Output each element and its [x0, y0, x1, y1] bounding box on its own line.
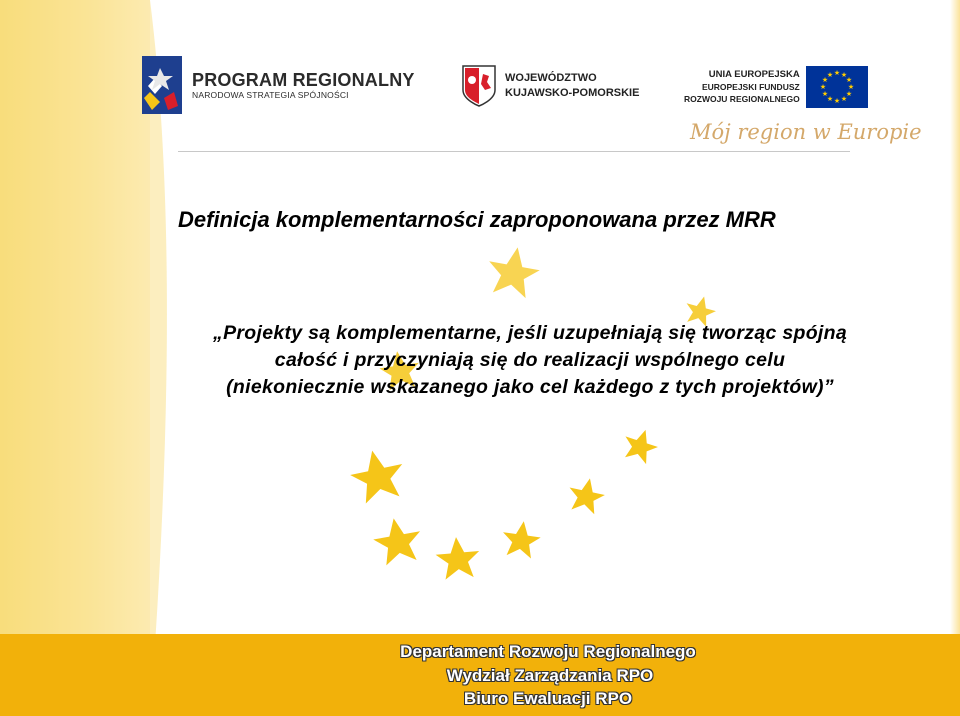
footer-department: Departament Rozwoju Regionalnego [400, 642, 696, 661]
svg-text:★: ★ [821, 90, 828, 98]
voivodeship-line1: WOJEWÓDZTWO [505, 72, 597, 84]
svg-text:★: ★ [840, 71, 847, 79]
slide-title: Definicja komplementarności zaproponowana przez MRR [178, 207, 776, 232]
star-icon [370, 514, 425, 567]
star-icon [500, 519, 543, 560]
quote-line-2: całość i przyczyniają się do realizacji wspólnego celu [274, 349, 786, 371]
definition-quote [160, 320, 900, 401]
svg-text:★: ★ [833, 97, 840, 105]
star-icon [346, 445, 409, 505]
svg-text:★: ★ [821, 76, 828, 84]
footer-office: Biuro Ewaluacji RPO [463, 689, 633, 708]
footer-bar [0, 634, 960, 716]
star-icon [484, 243, 543, 300]
quote-line-3: (niekoniecznie wskazanego jako cel każdego z tych projektów)” [226, 376, 834, 398]
quote-line-1: „Projekty są komplementarne, jeśli uzupełniają się tworząc spójną [213, 322, 847, 344]
program-regionalny-title: PROGRAM REGIONALNY [192, 70, 415, 90]
svg-text:★: ★ [826, 71, 833, 79]
svg-text:★: ★ [847, 83, 854, 91]
eu-line1: UNIA EUROPEJSKA [708, 69, 800, 80]
motto-signature: Mój region w Europie [690, 120, 922, 144]
svg-text:★: ★ [826, 95, 833, 103]
footer-division: Wydział Zarządzania RPO [446, 666, 654, 685]
svg-text:★: ★ [845, 76, 852, 84]
voivodeship-line2: KUJAWSKO-POMORSKIE [505, 87, 640, 99]
eu-line3: ROZWOJU REGIONALNEGO [684, 94, 800, 104]
star-icon [619, 425, 662, 466]
star-icon [565, 475, 607, 516]
svg-text:★: ★ [819, 83, 826, 91]
star-icon [434, 535, 481, 580]
svg-text:★: ★ [845, 90, 852, 98]
eu-line2: EUROPEJSKI FUNDUSZ [701, 82, 800, 92]
program-regionalny-subtitle: NARODOWA STRATEGIA SPÓJNOŚCI [192, 90, 349, 100]
svg-text:★: ★ [833, 69, 840, 77]
svg-text:★: ★ [840, 95, 847, 103]
